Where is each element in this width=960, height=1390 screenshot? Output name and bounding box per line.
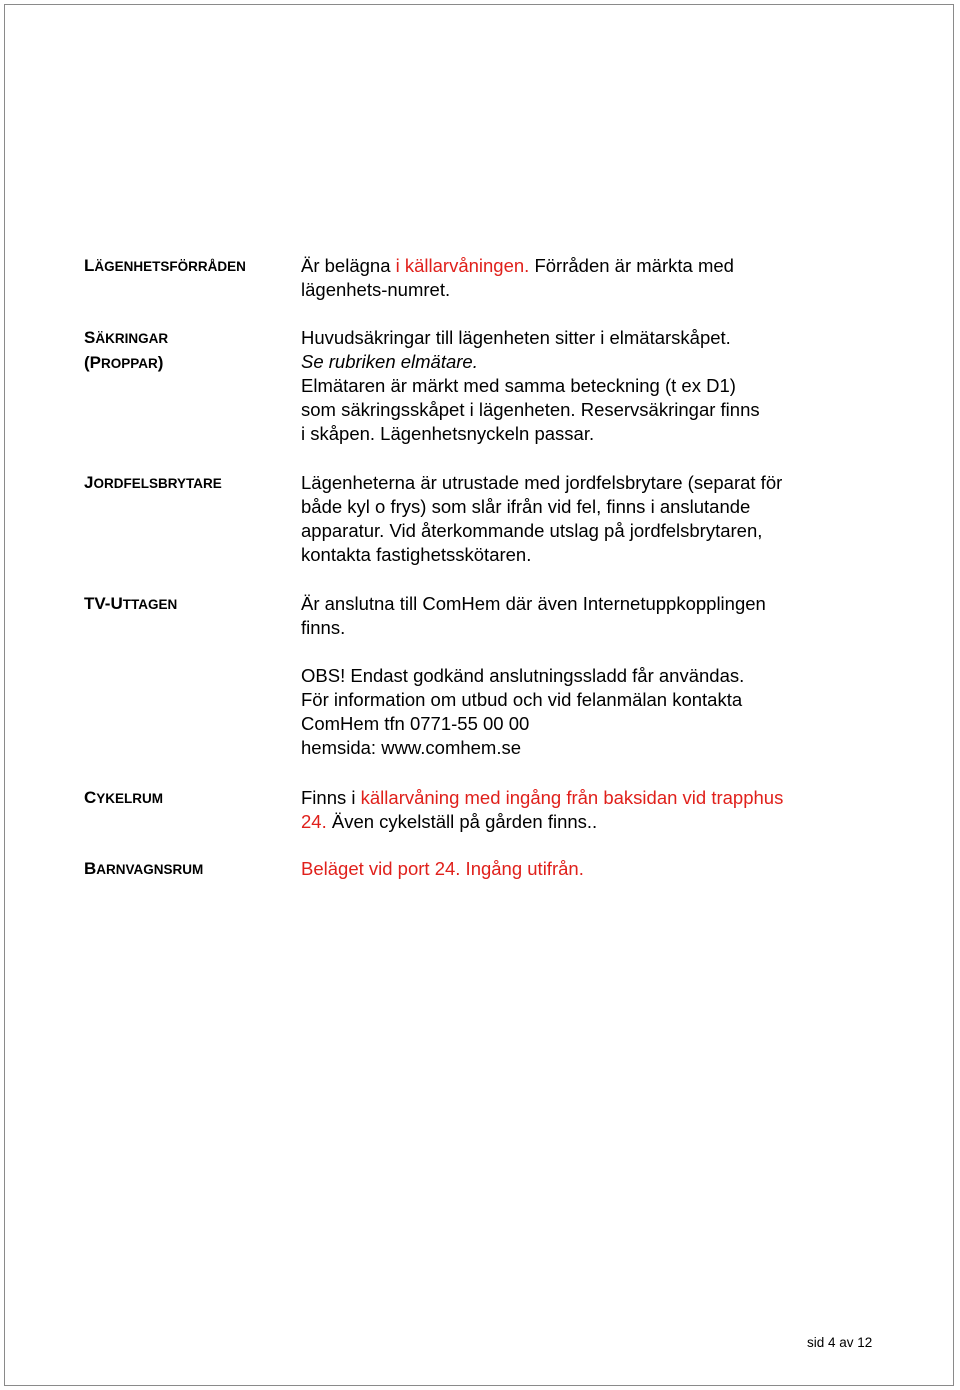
text-line: ComHem tfn 0771-55 00 00 (301, 713, 530, 734)
label-jordfelsbrytare: JORDFELSBRYTARE (84, 473, 222, 492)
page-number: sid 4 av 12 (807, 1335, 873, 1350)
text-line: För information om utbud och vid felanmälan kontakta (301, 689, 743, 710)
text-line: som säkringsskåpet i lägenheten. Reservsäkringar finns (301, 399, 760, 420)
text-line: OBS! Endast godkänd anslutningssladd får användas. (301, 665, 745, 686)
text-line: Se rubriken elmätare. (301, 351, 478, 372)
text-sakringar (301, 326, 921, 446)
text-tv-uttagen (301, 592, 921, 640)
text-line: Finns i källarvåning med ingång från baksidan vid trapphus (301, 787, 784, 808)
label-sakringar: SÄKRINGAR (PROPPAR) (84, 328, 169, 372)
text-line: 24. Även cykelställ på gården finns.. (301, 811, 598, 832)
text-line: apparatur. Vid återkommande utslag på jordfelsbrytaren, (301, 520, 763, 541)
label-tv-uttagen: TV-UTTAGEN (84, 594, 178, 613)
text-tv-uttagen-obs (301, 664, 921, 760)
text-line: både kyl o frys) som slår ifrån vid fel, finns i anslutande (301, 496, 751, 517)
text-jordfelsbrytare (301, 471, 921, 567)
text-line: kontakta fastighetsskötaren. (301, 544, 532, 565)
text-lagenhetsforraden (301, 254, 921, 302)
text-line: finns. (301, 617, 346, 638)
text-barnvagnsrum (301, 857, 921, 881)
text-line: lägenhets-numret. (301, 279, 451, 300)
text-line: Elmätaren är märkt med samma beteckning (t ex D1) (301, 375, 736, 396)
label-lagenhetsforraden: LÄGENHETSFÖRRÅDEN (84, 256, 246, 275)
text-cykelrum (301, 786, 921, 834)
label-barnvagnsrum: BARNVAGNSRUM (84, 859, 204, 878)
label-cykelrum: CYKELRUM (84, 788, 164, 807)
text-line: Lägenheterna är utrustade med jordfelsbrytare (separat för (301, 472, 783, 493)
text-line: Är belägna i källarvåningen. Förråden är märkta med (301, 255, 734, 276)
text-line: i skåpen. Lägenhetsnyckeln passar. (301, 423, 595, 444)
text-line: Är anslutna till ComHem där även Internetuppkopplingen (301, 593, 766, 614)
text-line: Huvudsäkringar till lägenheten sitter i elmätarskåpet. (301, 327, 731, 348)
text-line: Beläget vid port 24. Ingång utifrån. (301, 858, 584, 879)
text-line: hemsida: www.comhem.se (301, 737, 522, 758)
